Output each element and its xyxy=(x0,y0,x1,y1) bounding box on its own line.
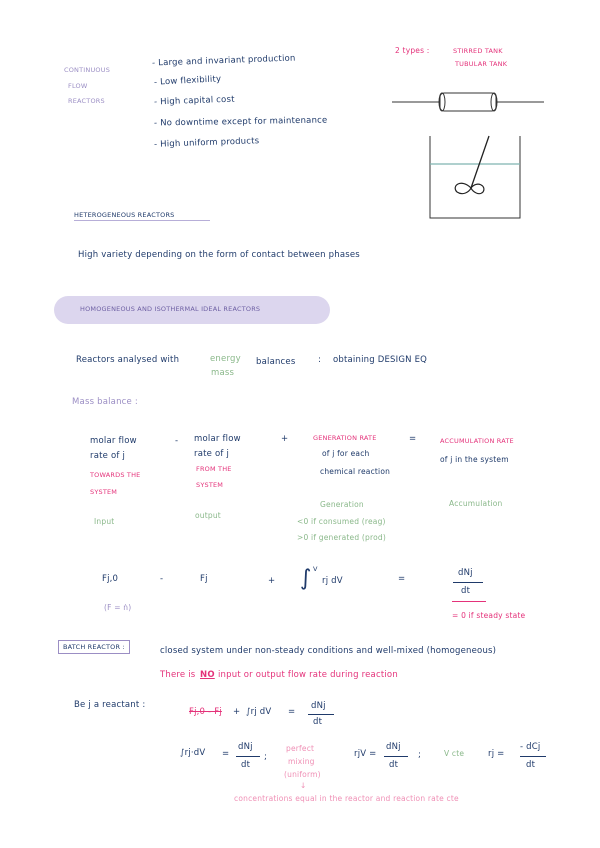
batch-semi-2: ; xyxy=(418,750,422,760)
term-accumulation-line-2: of j in the system xyxy=(440,455,509,464)
homo-colon: : xyxy=(318,355,322,365)
batch-mixing: mixing xyxy=(288,757,315,766)
eq-plus: + xyxy=(268,576,276,586)
term-output-line-1: molar flow xyxy=(194,434,241,444)
batch-line-1: closed system under non-steady conditions and well-mixed (homogeneous) xyxy=(160,646,497,656)
eq-steady-state: = 0 if steady state xyxy=(452,611,526,620)
eq-fj0: Fj,0 xyxy=(102,574,119,584)
hetero-heading: HETEROGENEOUS REACTORS xyxy=(74,211,210,221)
batch-fraction-bar-4 xyxy=(520,756,546,757)
batch-fraction-bar-3 xyxy=(384,756,408,757)
term-output-line-3: FROM THE xyxy=(196,465,232,473)
batch-integral-expr: ∫rj dV xyxy=(246,707,272,717)
batch-plus: + xyxy=(233,707,241,717)
label-output: output xyxy=(195,511,221,520)
batch-fraction-bar-2 xyxy=(236,756,260,757)
term-generation-line-2: of j for each xyxy=(322,449,370,458)
term-input-line-3: TOWARDS THE xyxy=(90,471,141,479)
minus-sign: - xyxy=(175,436,179,446)
batch-concentrations-note: concentrations equal in the reactor and reaction rate cte xyxy=(234,794,459,803)
batch-num2: dNj xyxy=(238,742,253,752)
batch-semi-1: ; xyxy=(264,752,268,762)
batch-fraction-bar xyxy=(308,714,334,715)
batch-reactor-label: BATCH REACTOR : xyxy=(58,640,130,654)
eq-integrand: rj dV xyxy=(322,576,343,586)
batch-perfect: perfect xyxy=(286,744,315,753)
eq-den: dt xyxy=(461,586,471,596)
eq-num: dNj xyxy=(458,568,473,578)
eq-integral: ∫ xyxy=(300,566,312,591)
cfr-bullet: - High capital cost xyxy=(153,94,235,108)
eq-minus: - xyxy=(160,574,164,584)
eq-fj: Fj xyxy=(200,574,208,584)
homo-banner-title: HOMOGENEOUS AND ISOTHERMAL IDEAL REACTORS xyxy=(80,305,261,313)
label-generated: >0 if generated (prod) xyxy=(297,533,386,542)
equals-sign: = xyxy=(409,434,417,444)
eq-int-upper: V xyxy=(313,565,318,573)
cfr-label-line-3: REACTORS xyxy=(68,97,105,105)
batch-rj: rj = xyxy=(488,749,505,759)
cfr-bullet: - High uniform products xyxy=(153,136,260,150)
batch-den4: dt xyxy=(526,760,536,770)
batch-den2: dt xyxy=(241,760,251,770)
label-accumulation: Accumulation xyxy=(449,499,503,508)
term-output-line-2: rate of j xyxy=(194,449,230,459)
homo-energy: energy xyxy=(210,354,241,364)
plus-sign: + xyxy=(281,434,289,444)
stirred-tank-sketch xyxy=(425,132,525,222)
label-generation: Generation xyxy=(320,500,364,509)
cfr-label-line-1: CONTINUOUS xyxy=(64,66,111,74)
cfr-types-label: 2 types : xyxy=(395,46,430,55)
batch-equals: = xyxy=(288,707,296,717)
cfr-type-stirred: STIRRED TANK xyxy=(453,47,503,55)
term-generation-line-1: GENERATION RATE xyxy=(313,434,377,442)
cfr-label-line-2: FLOW xyxy=(68,82,88,90)
batch-num4: - dCj xyxy=(520,742,541,752)
batch-line-2-pre: There is xyxy=(160,670,196,680)
batch-rjv: rjV = xyxy=(354,749,377,759)
steady-underline xyxy=(452,601,486,602)
tubular-reactor-sketch xyxy=(388,88,548,118)
batch-eq1: = xyxy=(222,749,230,759)
batch-struck-flows: Fj,0 - Fj xyxy=(189,707,222,717)
hetero-text: High variety depending on the form of contact between phases xyxy=(78,250,360,260)
term-output-line-4: SYSTEM xyxy=(196,481,224,489)
homo-mass: mass xyxy=(211,368,235,378)
cfr-bullet: - Low flexibility xyxy=(153,74,222,88)
batch-reactant: Be j a reactant : xyxy=(74,700,146,710)
term-input-line-1: molar flow xyxy=(90,436,137,446)
term-input-line-2: rate of j xyxy=(90,451,126,461)
homo-balances: balances xyxy=(256,357,296,367)
batch-vcte: V cte xyxy=(444,749,465,758)
cfr-bullet: - Large and invariant production xyxy=(151,53,296,69)
label-input: Input xyxy=(94,517,115,526)
term-input-line-4: SYSTEM xyxy=(90,488,118,496)
term-accumulation-line-1: ACCUMULATION RATE xyxy=(440,437,514,445)
cfr-type-tubular: TUBULAR TANK xyxy=(455,60,508,68)
homo-analysed: Reactors analysed with xyxy=(76,355,180,365)
batch-line-2-no: NO xyxy=(200,670,215,680)
term-generation-line-3: chemical reaction xyxy=(320,467,391,476)
homo-obtaining: obtaining DESIGN EQ xyxy=(333,355,428,365)
label-consumed: <0 if consumed (reag) xyxy=(297,517,386,526)
batch-uniform: (uniform) xyxy=(284,770,321,779)
mass-balance-label: Mass balance : xyxy=(72,397,138,407)
batch-line-2-post: input or output flow rate during reaction xyxy=(218,670,398,680)
batch-den3: dt xyxy=(389,760,399,770)
eq-fzero: (F = ṅ) xyxy=(104,603,132,612)
eq-fraction-bar xyxy=(453,582,483,583)
batch-num: dNj xyxy=(311,701,326,711)
batch-arrow-icon: ↓ xyxy=(300,781,307,790)
eq-equals: = xyxy=(398,574,406,584)
cfr-bullet: - No downtime except for maintenance xyxy=(153,115,328,129)
batch-num3: dNj xyxy=(386,742,401,752)
batch-den: dt xyxy=(313,717,323,727)
batch-lhs: ∫rj·dV xyxy=(180,748,206,758)
